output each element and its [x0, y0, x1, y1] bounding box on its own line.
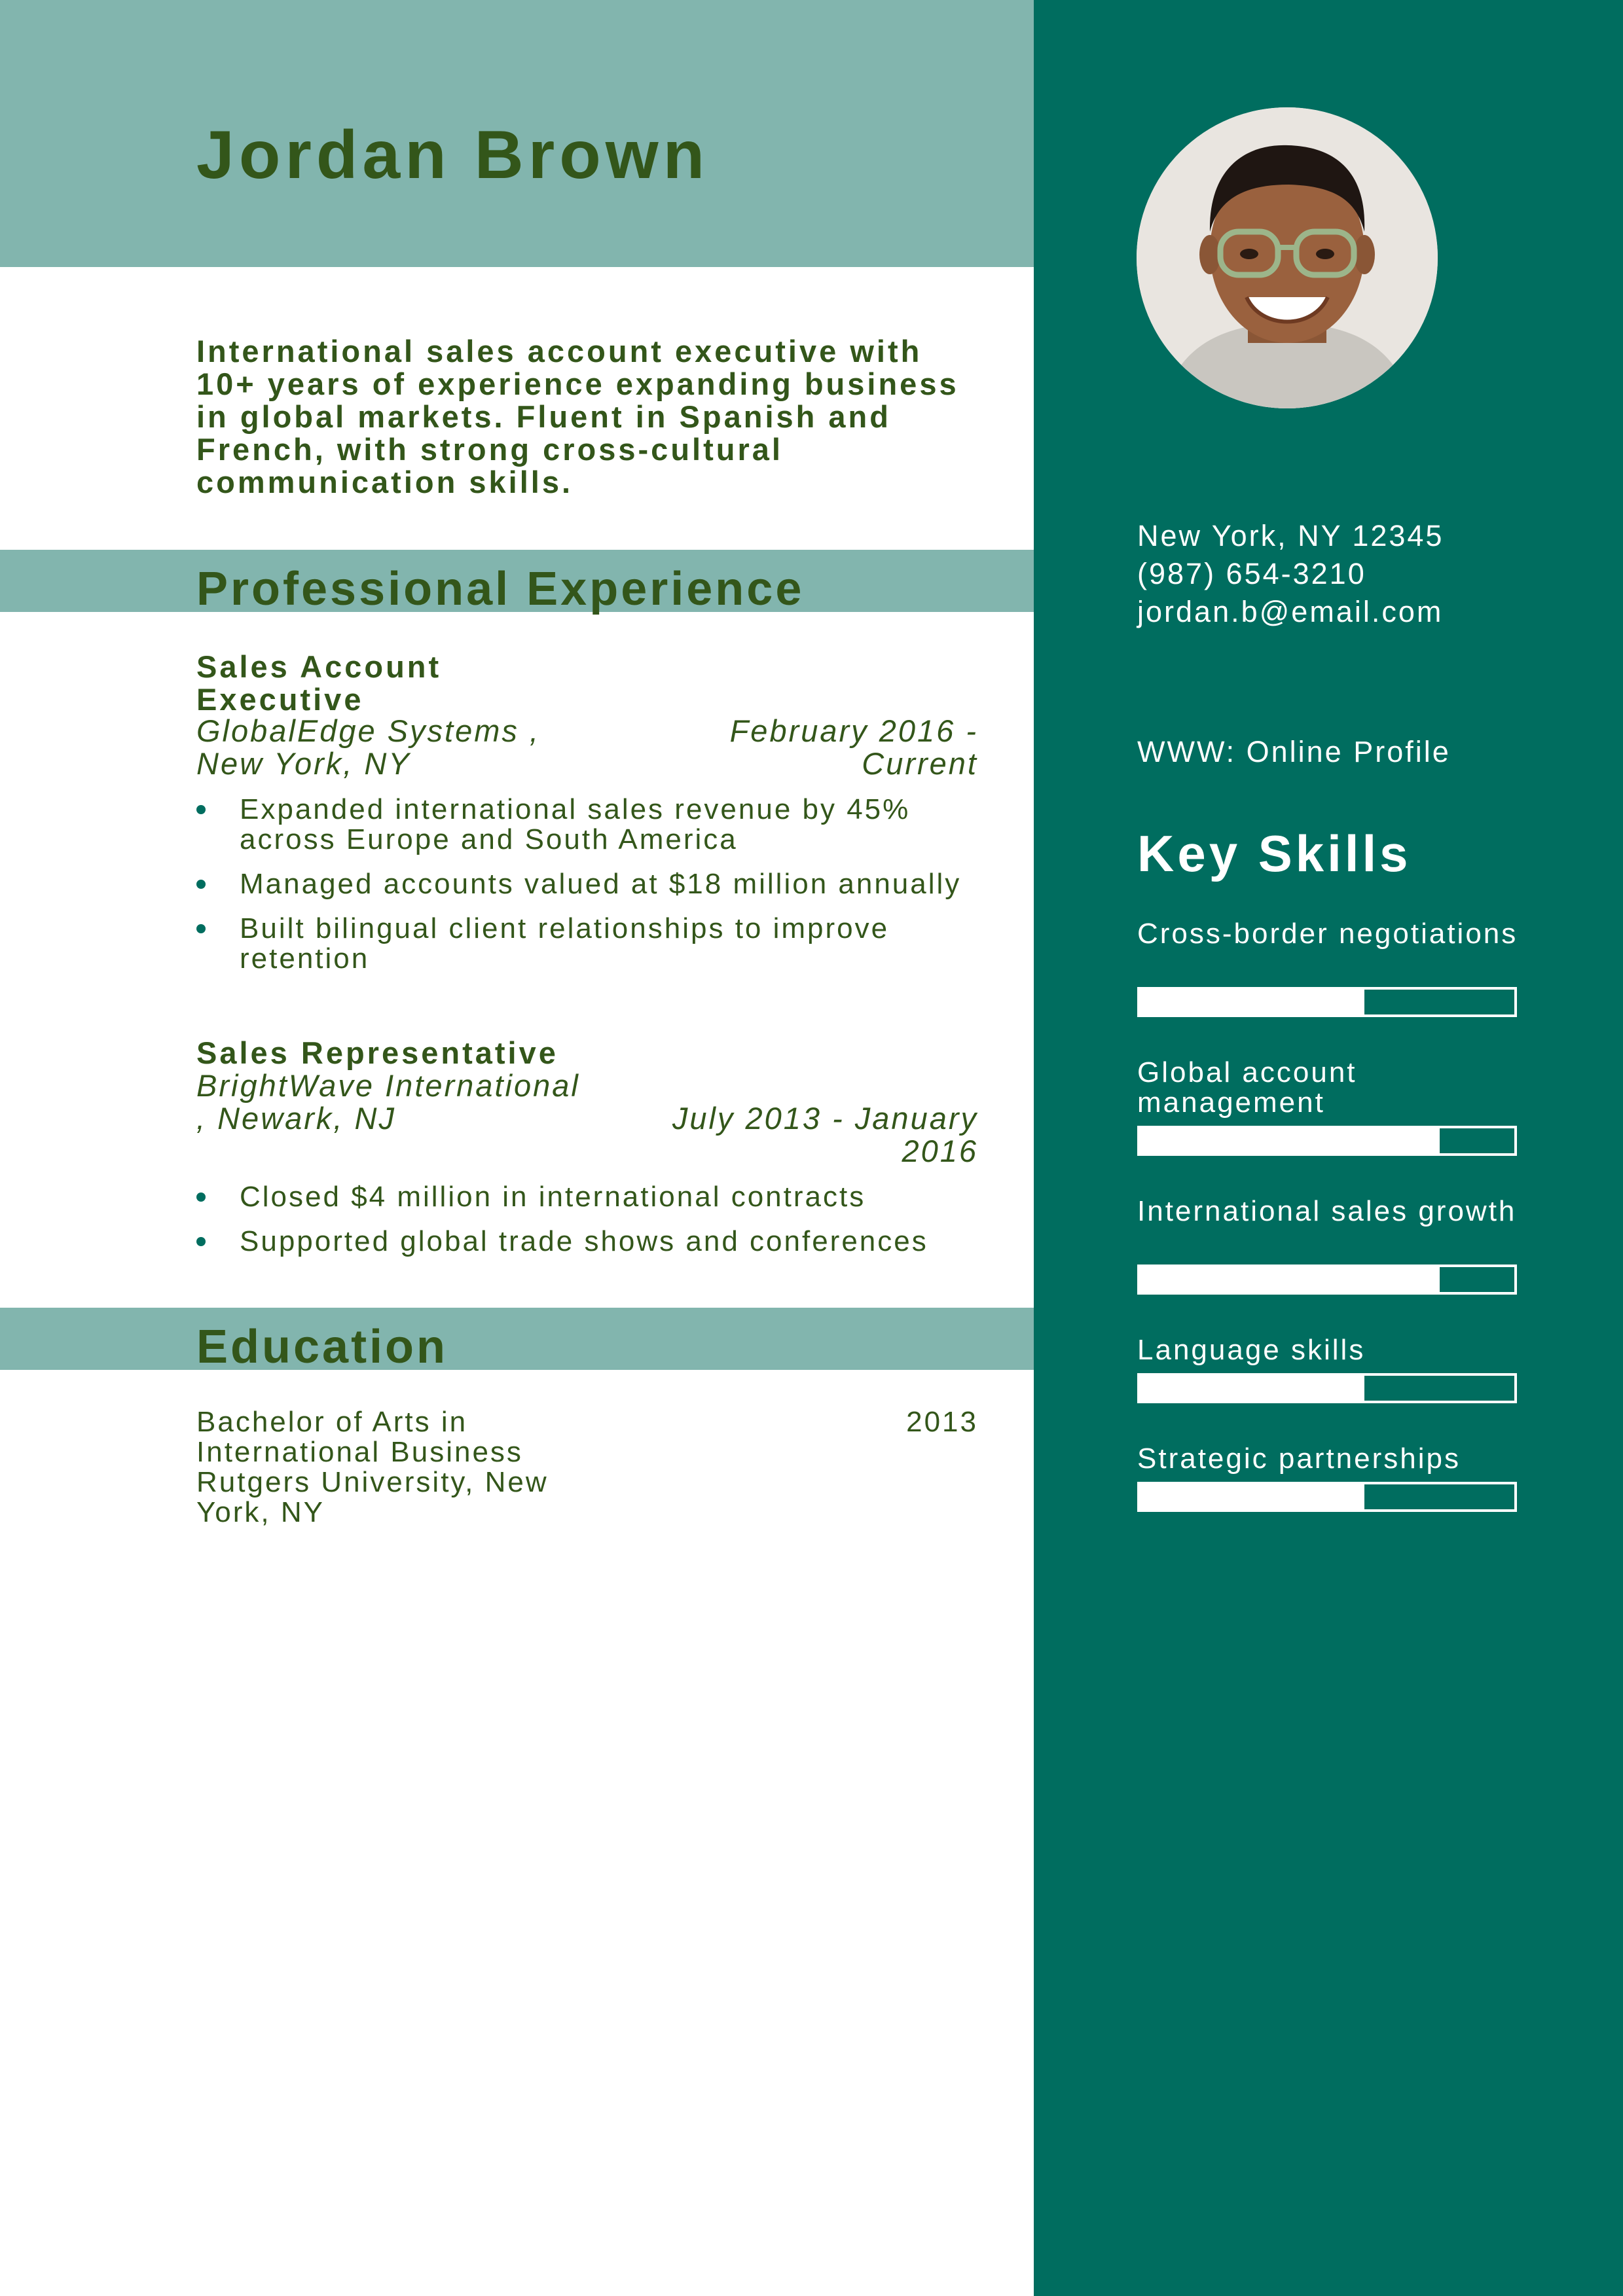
list-item: Built bilingual client relationships to improve retention: [196, 914, 982, 974]
skill-bar: [1137, 987, 1517, 1017]
contact-phone: (987) 654-3210: [1137, 557, 1366, 590]
education-degree: Bachelor of Arts in International Business Rutgers University, New York, NY: [196, 1406, 549, 1528]
portrait-icon: [1137, 107, 1438, 408]
education-year: 2013: [906, 1406, 978, 1438]
skill-bar-fill: [1140, 1128, 1440, 1153]
experience-heading: Professional Experience: [196, 563, 805, 615]
skill-bar-fill: [1140, 1267, 1440, 1292]
summary-text: International sales account executive with 10+ years of experience expanding business in global markets. Fluent in Spanish and French, with strong cross-cultural communication skills.: [196, 334, 959, 499]
skill-label: Strategic partnerships: [1137, 1443, 1461, 1475]
bullet-icon: [196, 880, 206, 889]
job-dates: July 2013 - January 2016: [672, 1101, 978, 1168]
contact-website[interactable]: WWW: Online Profile: [1137, 735, 1451, 768]
skill-bar: [1137, 1373, 1517, 1403]
skill-bar-fill: [1140, 1376, 1364, 1401]
job-title: Sales Account Executive: [196, 649, 442, 717]
skill-bar: [1137, 1265, 1517, 1295]
skill-label: Cross-border negotiations: [1137, 918, 1518, 950]
education-heading: Education: [196, 1321, 448, 1373]
list-item: Expanded international sales revenue by 45% across Europe and South America: [196, 795, 982, 855]
list-item: Supported global trade shows and conferences: [196, 1227, 982, 1257]
list-item: Closed $4 million in international contracts: [196, 1182, 982, 1212]
bullet-icon: [196, 1193, 206, 1202]
job-dates: February 2016 - Current: [729, 713, 978, 781]
job-company: GlobalEdge Systems , New York, NY: [196, 713, 540, 781]
education-band: [0, 1308, 1034, 1373]
job-company: BrightWave International , Newark, NJ: [196, 1068, 580, 1136]
skill-label: International sales growth: [1137, 1195, 1517, 1227]
skill-label: Global account management: [1137, 1056, 1357, 1119]
job-bullets: [196, 795, 982, 988]
skill-bar: [1137, 1126, 1517, 1156]
contact-email[interactable]: jordan.b@email.com: [1137, 595, 1444, 628]
skill-bar-fill: [1140, 1484, 1364, 1509]
bullet-icon: [196, 805, 206, 814]
contact-address: New York, NY 12345: [1137, 519, 1444, 552]
list-item: Managed accounts valued at $18 million annually: [196, 869, 982, 899]
job-title: Sales Representative: [196, 1035, 558, 1070]
bullet-icon: [196, 924, 206, 933]
skill-bar: [1137, 1482, 1517, 1512]
skill-bar-fill: [1140, 990, 1364, 1014]
job-bullets: [196, 1182, 982, 1271]
bullet-icon: [196, 1237, 206, 1246]
candidate-name: Jordan Brown: [196, 117, 710, 193]
profile-photo: [1137, 107, 1438, 408]
skills-heading: Key Skills: [1137, 825, 1412, 882]
skill-label: Language skills: [1137, 1334, 1366, 1366]
